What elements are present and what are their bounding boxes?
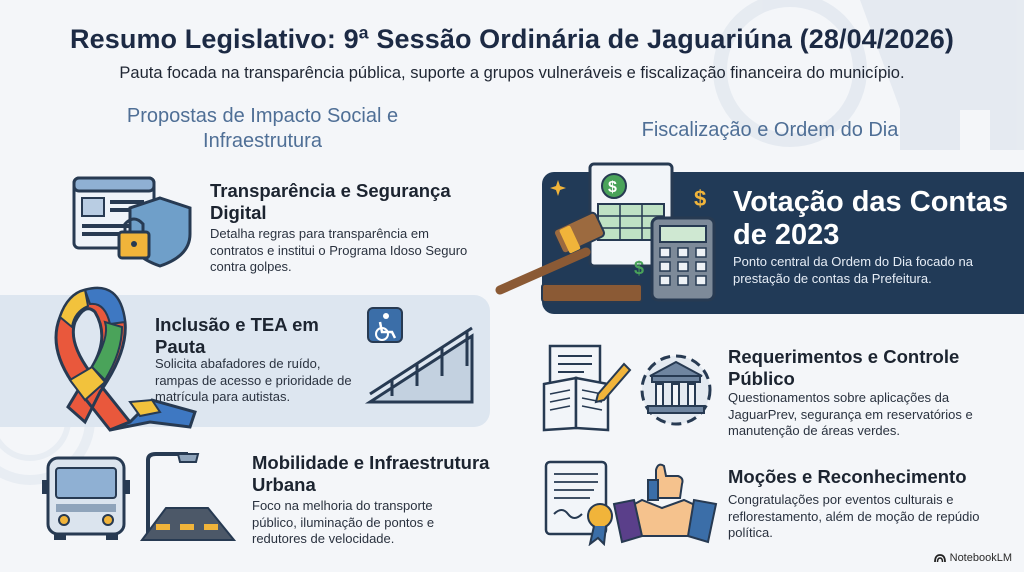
brand-badge <box>934 552 1012 564</box>
card-desc-inclusao: Solicita abafadores de ruído, rampas de acesso e prioridade de matrícula para autistas. <box>155 356 352 404</box>
right-section-heading: Fiscalização e Ordem do Dia <box>641 119 899 141</box>
page-subtitle: Pauta focada na transparência pública, suporte a grupos vulneráveis e fiscalização financeira do município. <box>119 64 905 82</box>
accessibility-ramp-icon <box>362 306 480 410</box>
card-title-inclusao: Inclusão e TEA em Pauta <box>155 314 319 357</box>
browser-shield-lock-icon <box>72 176 194 268</box>
card-title-transparencia: Transparência e Segurança Digital <box>210 180 451 223</box>
gavel-calculator-documents-icon <box>494 158 722 308</box>
brand-label: NotebookLM <box>949 552 1012 564</box>
vote-title: Votação das Contas de 2023 <box>733 186 1009 251</box>
svg-text:$: $ <box>694 186 707 211</box>
card-desc-requerimentos: Questionamentos sobre aplicações da JaguarPrev, segurança em reservatórios e manutenção de áreas verdes. <box>728 390 973 438</box>
card-title-mobilidade: Mobilidade e Infraestrutura Urbana <box>252 452 490 495</box>
svg-text:$: $ <box>608 179 617 196</box>
left-section-heading: Propostas de Impacto Social e Infraestrutura <box>126 105 399 152</box>
svg-text:$: $ <box>634 258 645 278</box>
notebooklm-logo-icon <box>934 553 946 563</box>
card-title-requerimentos: Requerimentos e Controle Público <box>728 346 960 389</box>
card-desc-mocoes: Congratulações por eventos culturais e reflorestamento, além de moção de repúdio política. <box>728 492 980 540</box>
card-desc-transparencia: Detalha regras para transparência em contratos e institui o Programa Idoso Seguro contra golpes. <box>210 226 468 274</box>
bus-streetlight-icon <box>40 452 236 542</box>
book-pen-bank-gear-icon <box>540 344 716 432</box>
certificate-handshake-icon <box>538 456 720 546</box>
vote-description: Ponto central da Ordem do Dia focado na prestação de contas da Prefeitura. <box>733 254 973 286</box>
card-desc-mobilidade: Foco na melhoria do transporte público, iluminação de pontos e redutores de velocidade. <box>252 498 435 546</box>
card-title-mocoes: Moções e Reconhecimento <box>728 466 967 487</box>
page-title: Resumo Legislativo: 9ª Sessão Ordinária de Jaguariúna (28/04/2026) <box>70 24 954 54</box>
